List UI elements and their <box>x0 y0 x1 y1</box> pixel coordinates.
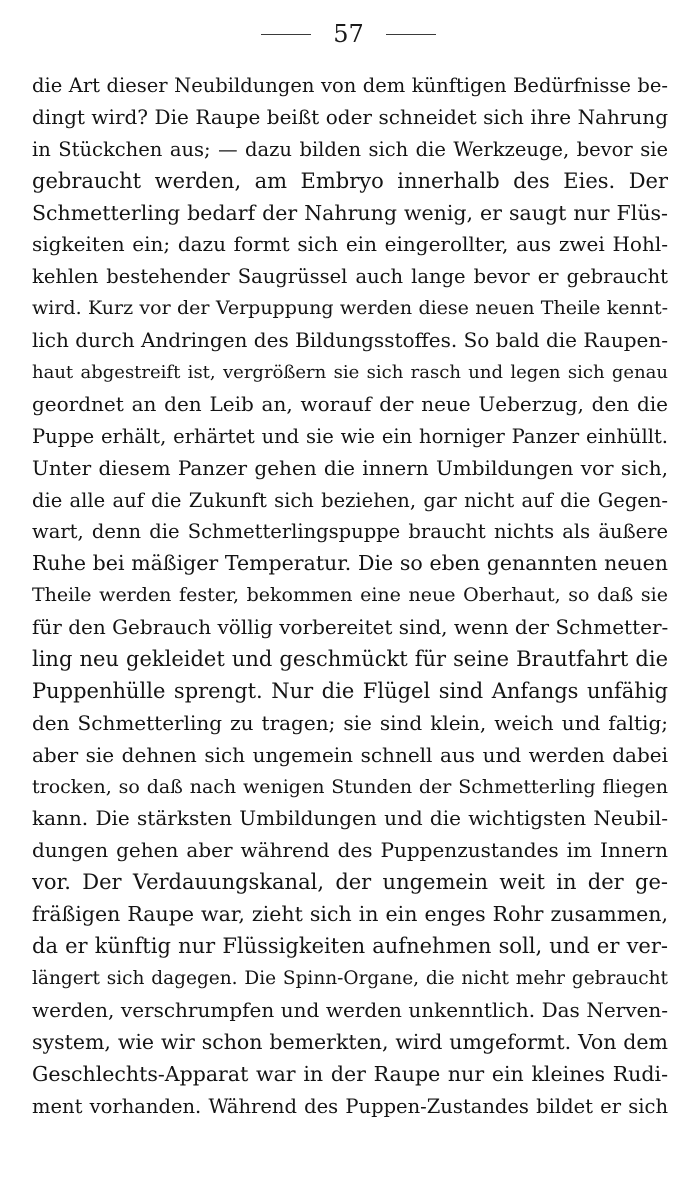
text-line: ling neu gekleidet und geschmückt für seine Brautfahrt die <box>32 647 668 672</box>
text-line: Puppe erhält, erhärtet und sie wie ein horniger Panzer einhüllt. <box>32 424 668 448</box>
text-line: Ruhe bei mäßiger Temperatur. Die so eben genannten neuen <box>32 551 668 576</box>
text-line: längert sich dagegen. Die Spinn-Organe, die nicht mehr gebraucht <box>32 967 668 989</box>
text-line: vor. Der Verdauungskanal, der ungemein weit in der ge- <box>32 870 668 895</box>
text-line: wart, denn die Schmetterlingspuppe braucht nichts als äußere <box>32 520 668 544</box>
text-line: Unter diesem Panzer gehen die innern Umbildungen vor sich, <box>32 455 668 480</box>
text-line: dungen gehen aber während des Puppenzustandes im Innern <box>32 838 668 863</box>
text-line: system, wie wir schon bemerkten, wird umgeformt. Von dem <box>32 1029 668 1054</box>
text-line: werden, verschrumpfen und werden unkenntlich. Das Nerven- <box>32 997 668 1022</box>
text-line: sigkeiten ein; dazu formt sich ein eingerollter, aus zwei Hohl- <box>32 232 668 257</box>
text-line: die Art dieser Neubildungen von dem künftigen Bedürfnisse be- <box>32 74 668 97</box>
header-rule-left <box>261 34 311 35</box>
header-rule-right <box>386 34 436 35</box>
text-line: trocken, so daß nach wenigen Stunden der Schmetterling fliegen <box>32 775 668 798</box>
text-line: geordnet an den Leib an, worauf der neue Ueberzug, den die <box>32 391 668 416</box>
text-line: die alle auf die Zukunft sich beziehen, gar nicht auf die Gegen- <box>32 488 668 512</box>
text-line: kehlen bestehender Saugrüssel auch lange bevor er gebraucht <box>32 265 668 289</box>
text-line: kann. Die stärksten Umbildungen und die wichtigsten Neubil- <box>32 806 668 831</box>
text-line: Schmetterling bedarf der Nahrung wenig, er saugt nur Flüs- <box>32 200 668 225</box>
text-line: Theile werden fester, bekommen eine neue Oberhaut, so daß sie <box>32 584 668 607</box>
text-line: dingt wird? Die Raupe beißt oder schneidet sich ihre Nahrung <box>32 104 668 129</box>
text-line: in Stückchen aus; — dazu bilden sich die Werkzeuge, bevor sie <box>32 137 668 161</box>
text-line: ment vorhanden. Während des Puppen-Zustandes bildet er sich <box>32 1094 668 1118</box>
text-line: den Schmetterling zu tragen; sie sind klein, weich und faltig; <box>32 710 668 735</box>
text-line: Geschlechts-Apparat war in der Raupe nur ein kleines Rudi- <box>32 1061 668 1086</box>
page-header <box>0 14 697 54</box>
text-line: gebraucht werden, am Embryo innerhalb des Eies. Der <box>32 168 668 193</box>
body-text <box>32 70 668 1122</box>
text-line: aber sie dehnen sich ungemein schnell aus und werden dabei <box>32 742 668 767</box>
text-line: Puppenhülle sprengt. Nur die Flügel sind Anfangs unfähig <box>32 678 668 703</box>
page-number: 57 <box>333 20 364 48</box>
text-line: für den Gebrauch völlig vorbereitet sind, wenn der Schmetter- <box>32 615 668 640</box>
text-line: wird. Kurz vor der Verpuppung werden diese neuen Theile kennt- <box>32 297 668 320</box>
text-line: da er künftig nur Flüssigkeiten aufnehmen soll, und er ver- <box>32 934 668 959</box>
text-line: lich durch Andringen des Bildungsstoffes. So bald die Raupen- <box>32 328 668 353</box>
text-line: haut abgestreift ist, vergrößern sie sich rasch und legen sich genau <box>32 362 668 384</box>
text-line: fräßigen Raupe war, zieht sich in ein enges Rohr zusammen, <box>32 902 668 927</box>
